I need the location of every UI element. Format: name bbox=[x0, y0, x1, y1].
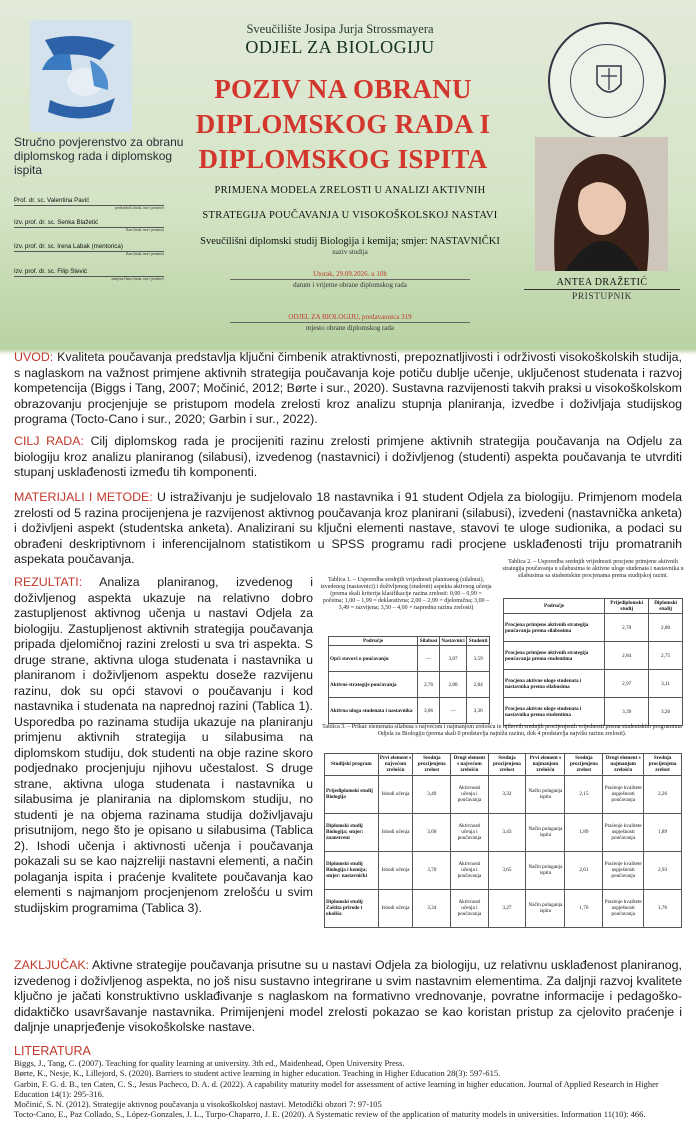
invitation-title bbox=[182, 72, 504, 177]
section-heading: UVOD: bbox=[14, 350, 54, 364]
department-name: ODJEL ZA BIOLOGIJU bbox=[245, 37, 435, 57]
table-cell: Prijediplomski studij Biologija bbox=[325, 775, 379, 813]
table-cell: 3,11 bbox=[649, 670, 683, 698]
table-row bbox=[325, 813, 682, 851]
member-role: zamjena člana (titula, ime i prezime) bbox=[111, 277, 164, 281]
section-text: Aktivne strategije poučavanja prisutne su u nastavi Odjela za biologiju, uz relativnu usklađenost planiranog, izvedenog i doživljenog aspekta, no još nisu sustavno integrirane u svim nastavnim elementima. Za daljnji razvoj kvalitete ključno je jačati konstruktivno usklađivanje s naglaskom na formativno vrednovanje, povratne informacije i pedagoško-didaktičko usavršavanje nastavnika. Primijenjeni model zrelosti pokazao se kao koristan pristup za cjelovito praćenje i daljnje unaprjeđenje visokoškolske nastave. bbox=[14, 958, 682, 1034]
reference-item: Biggs, J., Tang, C. (2007). Teaching for quality learning at university. 3th ed., Maidenhead, Open University Press. bbox=[14, 1058, 405, 1068]
table-cell: 1,89 bbox=[644, 813, 682, 851]
university-seal bbox=[548, 22, 666, 140]
table-cell: Aktivnosti učenja i poučavanja bbox=[451, 813, 488, 851]
member-role: član (titula, ime i prezime) bbox=[125, 228, 164, 232]
table2-caption: Tablica 2. – Usporedba srednjih vrijednosti procjene primjene aktivnih strategija poučavanja u silabusima te aktivne uloge studenata i nastavnika u silabusima sa studentskim procjenama prema studijskoj razini. bbox=[502, 559, 684, 579]
table-cell: Aktivna uloga studenata i nastavnika bbox=[329, 698, 418, 724]
table-cell: 1,76 bbox=[565, 889, 603, 927]
table-header: Srednja procijenjena zrelost bbox=[413, 754, 451, 776]
section-methods bbox=[14, 490, 682, 568]
defense-datetime-label: datum i vrijeme obrane diplomskog rada bbox=[230, 279, 470, 289]
table-row bbox=[504, 670, 683, 698]
table-cell: Diplomski studij Biologija; smjer: znanstveni bbox=[325, 813, 379, 851]
section-text: Cilj diplomskog rada je procijeniti razinu zrelosti primjene aktivnih strategija poučavanja na Odjelu za biologiju kroz analizu planiranog (silabusi), izvedenog (nastavnici) i doživljenog (studenti) aspekta poučavanja te utvrditi stupanj usklađenosti između tih komponenti. bbox=[14, 434, 682, 479]
student-label: PRISTUPNIK bbox=[572, 292, 632, 302]
department-logo bbox=[30, 20, 132, 132]
member-name: Izv. prof. dr. sc. Irena Labak (mentorica) bbox=[14, 243, 164, 252]
table-cell: 2,26 bbox=[644, 775, 682, 813]
table-row bbox=[504, 614, 683, 642]
table-cell: Ishodi učenja bbox=[378, 851, 413, 889]
table-cell: 2,84 bbox=[605, 642, 649, 670]
section-text: U istraživanju je sudjelovalo 18 nastavnika i 91 student Odjela za biologiju. Primjenom modela zrelosti od 5 razina procijenjena je razvijenost aktivnog poučavanja kroz planirani (silabusi), izvedeni (nastavnička anketa) i doživljeni aspekt (studentska anketa). Analizirani su ključni elementi nastave, stavovi te uloge sudionika, a podaci su obrađeni deskriptivnom i inferencijalnom statistikom u SPSS programu radi procjene usklađenosti triju promatranih aspekata poučavanja. bbox=[14, 490, 682, 566]
table-header: Drugi element s najmanjom zrelošću bbox=[603, 754, 644, 776]
committee-title: Stručno povjerenstvo za obranu diplomskog rada i diplomskog ispita bbox=[14, 135, 184, 177]
committee-member bbox=[14, 243, 164, 256]
table-header: Prvi element s najvećom zrelošću bbox=[379, 755, 412, 774]
table2 bbox=[503, 598, 683, 726]
university-name: Sveučilište Josipa Jurja Strossmayera bbox=[246, 22, 434, 36]
table-header-row bbox=[329, 637, 490, 646]
section-text: Kvaliteta poučavanja predstavlja ključni čimbenik atraktivnosti, prepoznatljivosti i održivosti visokoškolskih studija, s naglaskom na važnost primjene aktivnih strategija poučavanja koje potiču dublje učenje, uključenost studenata i razvoj kompetencija (Biggs i Tang, 2007; Močinić, 2012; Børte i sur., 2020). Sustavna razvijenosti takvih praksi u visokoškolskom obrazovanju procjenjuje se pristupom modela zrelosti kroz analizu stupnja planiranja, izvedbe i doživljaja studijskog programa (Tocto-Cano i sur., 2020; Garbin i sur., 2022). bbox=[14, 350, 682, 426]
committee-member bbox=[14, 219, 164, 232]
table-cell: 3,26 bbox=[649, 698, 683, 726]
table-cell: Diplomski studij Biologija i kemija; smjer: nastavnički bbox=[325, 851, 379, 889]
table-cell: Aktivnosti učenja i poučavanja bbox=[451, 775, 488, 813]
table-cell: 3,70 bbox=[413, 851, 451, 889]
table-header: Drugi element s najvećom zrelošću bbox=[451, 754, 488, 776]
table-cell: Način polaganja ispita bbox=[526, 813, 565, 851]
member-name: Izv. prof. dr. sc. Filip Stević bbox=[14, 268, 164, 277]
table-cell: 2,84 bbox=[467, 672, 490, 698]
table-cell: 2,76 bbox=[418, 672, 440, 698]
table-cell: 2,15 bbox=[565, 775, 603, 813]
section-heading: ZAKLJUČAK: bbox=[14, 958, 90, 972]
reference-item: Børte, K., Nesje, K., Lillejord, S. (2020). Barriers to student active learning in higher education. Teaching in Higher Education 28(3): 597-615. bbox=[14, 1068, 501, 1079]
table-cell: 2,93 bbox=[644, 851, 682, 889]
table-cell: Aktivnosti učenja i poučavanja bbox=[451, 851, 488, 889]
section-text: Analiza planiranog, izvedenog i doživljenog aspekta ukazuje na relativno dobro zastupljenost aktivnog učenja u nastavi Odjela za biologiju. Zastupljenost aktivnih strategija poučavanja pripada djelomičnoj razini zrelosti u sva tri aspekta. S druge strane, aktivna uloga studenata i nastavnika u planiranom i doživljenom aspektu doseže razvijenu razinu, dok su opći stavovi o poučavanju i kod nastavnika i studenata na naprednoj razini (Tablica 1). Usporedba po razinama studija ukazuje na planiranju primjenu aktivnih strategija u silabusima na diplomskom studiju, dok studenti na obje razine skoro podjednako procjenjuju njihovu učestalost. S druge strane, aktivna uloga studenata i nastavnika u silabusima je planirania na diplomskom studiju, no studenti je na objema razinama studija doživljavaju prisutnijom, nego što je opisano u silabusima (Tablica 2). Ishodi učenja i aktivnosti učenja i poučavanja pokazali su se kao najzreliji nastavni elementi, a način polaganja ispita i praćenje kvalitete poučavanja kao elementi s najmanjom procjenjenom zrelošću u svim studijskim programima (Tablica 3). bbox=[14, 575, 313, 915]
table-header: Prvi element s najmanjom zrelošću bbox=[526, 754, 565, 776]
thesis-title-line2: STRATEGIJA POUČAVANJA U VISOKOŠKOLSKOJ NASTAVI bbox=[202, 210, 498, 221]
member-role: predsjednik (titula, ime i prezime) bbox=[115, 206, 164, 210]
table-header-row bbox=[325, 754, 682, 776]
table-cell: 3,06 bbox=[418, 698, 440, 724]
table-cell: 2,75 bbox=[649, 642, 683, 670]
table-cell: Način polaganja ispita bbox=[526, 889, 565, 927]
table-cell: 2,97 bbox=[605, 670, 649, 698]
table-cell: Procjena aktivne uloge studenata i nastavnika prema silabusima bbox=[504, 670, 605, 698]
table-cell: 1,76 bbox=[644, 889, 682, 927]
title-line: DIPLOMSKOG RADA I bbox=[195, 109, 491, 139]
table-cell: 3,65 bbox=[488, 851, 526, 889]
defense-datetime: Utorak, 29.09.2026. u 10h bbox=[313, 270, 387, 278]
section-results bbox=[14, 575, 313, 916]
table-cell: 1,89 bbox=[565, 813, 603, 851]
table-cell: Aktivne strategije poučavanja bbox=[329, 672, 418, 698]
table-cell: Način polaganja ispita bbox=[526, 775, 565, 813]
reference-item: Garbin, F. G. d. B., ten Caten, C. S., Jesus Pacheco, D. A. d. (2022). A capability maturity model for assessment of active learning in higher education. Journal of Applied Research in Higher Education 14(1): 295-316. bbox=[14, 1078, 659, 1099]
logo-graphic bbox=[30, 20, 132, 132]
table-row bbox=[325, 775, 682, 813]
table-cell: 3,32 bbox=[488, 775, 526, 813]
table-cell: Praćenje kvalitete uspješnosti poučavanja bbox=[603, 851, 644, 889]
table-header: Diplomski studij bbox=[649, 599, 683, 614]
table-cell: Ishodi učenja bbox=[378, 813, 413, 851]
table-header: Studijski program bbox=[325, 754, 379, 776]
table-cell: 2,61 bbox=[565, 851, 603, 889]
section-aim bbox=[14, 434, 682, 481]
table-header: Prijediplomski studij bbox=[605, 599, 649, 614]
section-conclusion bbox=[14, 958, 682, 1036]
reference-item: Tocto-Cano, E., Paz Collado, S., López-Gonzales, J. L., Turpo-Chaparro, J. E. (2020). A Systematic review of the application of maturity models in universities. Information 11(10): 466. bbox=[14, 1109, 646, 1120]
table-header: Područje bbox=[504, 599, 605, 614]
table-cell: Praćenje kvalitete uspješnosti poučavanja bbox=[603, 889, 644, 927]
section-heading: MATERIJALI I METODE: bbox=[14, 490, 153, 504]
study-program: Sveučilišni diplomski studij Biologija i kemija; smjer: NASTAVNIČKI bbox=[200, 236, 500, 247]
title-line: POZIV NA OBRANU bbox=[214, 74, 472, 104]
table-cell: 3,60 bbox=[413, 813, 451, 851]
table-row bbox=[504, 698, 683, 726]
table-cell: Praćenje kvalitete uspješnosti poučavanja bbox=[603, 775, 644, 813]
table-header: Srednja procijenjena zrelost bbox=[644, 754, 682, 776]
table-cell: Procjena aktivne uloge studenata i nastavnika prema studentima bbox=[504, 698, 605, 726]
table-cell: Procjena primjene aktivnih strategija poučavanja prema studentima bbox=[504, 642, 605, 670]
table-cell: Način polaganja ispita bbox=[526, 851, 565, 889]
table-cell: 3,39 bbox=[605, 698, 649, 726]
table-cell: Procjena primjene aktivnih strategija poučavanja prema silabusima bbox=[504, 614, 605, 642]
table-cell: 3,40 bbox=[413, 775, 451, 813]
member-name: Izv. prof. dr. sc. Senka Blažetić bbox=[14, 219, 164, 228]
section-heading: CILJ RADA: bbox=[14, 434, 84, 448]
table-header: Nastavnici bbox=[439, 637, 467, 646]
table3 bbox=[324, 753, 682, 928]
table-cell: 3,36 bbox=[467, 698, 490, 724]
table-cell: 3,34 bbox=[413, 889, 451, 927]
section-heading: REZULTATI: bbox=[14, 575, 83, 589]
table-cell: 3,27 bbox=[488, 889, 526, 927]
student-name: ANTEA DRAŽETIĆ bbox=[524, 277, 680, 290]
table-cell: 2,88 bbox=[439, 672, 467, 698]
table-header: Područje bbox=[329, 637, 418, 646]
table-row bbox=[504, 642, 683, 670]
table-cell: 3,43 bbox=[488, 813, 526, 851]
section-introduction bbox=[14, 350, 682, 428]
table-cell: 3,59 bbox=[467, 646, 490, 672]
table1 bbox=[328, 636, 490, 724]
table-row bbox=[329, 646, 490, 672]
table-cell: — bbox=[418, 646, 440, 672]
table-cell: 3,87 bbox=[439, 646, 467, 672]
table-header: Studenti bbox=[468, 638, 488, 644]
seal-emblem bbox=[550, 24, 668, 142]
table-cell: Ishodi učenja bbox=[378, 889, 413, 927]
table-row bbox=[325, 851, 682, 889]
table-cell: Praćenje kvalitete uspješnosti poučavanja bbox=[603, 813, 644, 851]
table3-caption: Tablica 3. – Prikaz elemenata silabusa s najvećom i najmanjom zrelošću te njihovih srednjih procijenjenih vrijednosti prema studentskim programima Odjela za Biologiju (prema skali 0 predstavlja najnižu razinu, dok 4 predstavlja najvišu razinu zrelosti). bbox=[322, 724, 682, 737]
table-row bbox=[329, 698, 490, 724]
committee-member bbox=[14, 197, 164, 210]
table-cell: 2,80 bbox=[649, 614, 683, 642]
table-cell: Aktivnosti učenja i poučavanja bbox=[451, 889, 488, 927]
reference-item: Močinić, S. N. (2012). Strategije aktivnog poučavanja u visokoškolskoj nastavi. Metodički obzori 7: 97-105 bbox=[14, 1099, 382, 1110]
table-row bbox=[329, 672, 490, 698]
committee-member bbox=[14, 268, 164, 281]
table-cell: Diplomski studij Zaštita prirode i okoliša bbox=[325, 889, 379, 927]
table1-caption: Tablica 1. – Usporedba srednjih vrijednosti planiranog (silabusi), izvedenog (nastavnici) i doživljenog (studenti) aspekta aktivnog učenja (prema skali kriterija klasifikacije razina zrelosti: 0,00 – 0,99 = početna; 1,00 – 1,99 = deklarativna; 2,00 – 2,99 = djelomična; 3,00 – 3,49 = razvijena; 3,50 – 4,00 = napredna razina zrelosti) bbox=[320, 577, 492, 611]
table-cell: Opći stavovi o poučavanju bbox=[329, 646, 418, 672]
thesis-title-line1: PRIMJENA MODELA ZRELOSTI U ANALIZI AKTIVNIH bbox=[214, 185, 486, 196]
table-cell: 2,70 bbox=[605, 614, 649, 642]
student-photo bbox=[535, 137, 668, 271]
table-cell: — bbox=[439, 698, 467, 724]
title-line: DIPLOMSKOG ISPITA bbox=[198, 144, 488, 174]
table-header-row bbox=[504, 599, 683, 614]
references-title: LITERATURA bbox=[14, 1044, 91, 1058]
table-header: Silabusi bbox=[419, 638, 438, 644]
portrait-image bbox=[535, 137, 668, 271]
table-cell: Ishodi učenja bbox=[378, 775, 413, 813]
table-header: Srednja procijenjena zrelost bbox=[565, 754, 603, 776]
member-role: član (titula, ime i prezime) bbox=[125, 252, 164, 256]
defense-place: ODJEL ZA BIOLOGIJU, predavaonica 319 bbox=[288, 313, 412, 321]
table-row bbox=[325, 889, 682, 927]
table-header: Srednja procijenjena zrelost bbox=[488, 754, 526, 776]
study-program-label: naziv studija bbox=[332, 248, 368, 256]
member-name: Prof. dr. sc. Valentina Pavić bbox=[14, 197, 164, 206]
references-list bbox=[14, 1058, 684, 1120]
defense-place-label: mjesto obrane diplomskog rada bbox=[230, 322, 470, 332]
